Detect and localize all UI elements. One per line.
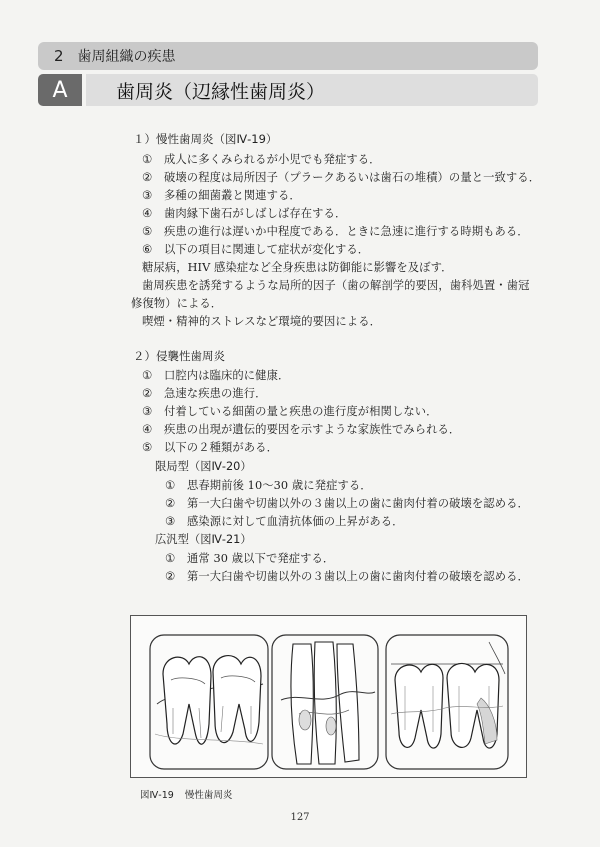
item-text: 通常 30 歳以下で発症する． (187, 552, 335, 565)
figure-box (130, 615, 527, 778)
item-text: 多種の細菌叢と関連する． (164, 189, 301, 202)
item-marker: ② (142, 171, 153, 184)
section-title-box (86, 74, 538, 106)
item-marker: ⑤ (142, 225, 153, 238)
sec2-item (142, 403, 438, 419)
item-marker: ② (165, 497, 176, 510)
sec1-item (142, 169, 540, 185)
generalized-item (165, 550, 334, 566)
sec2-item (142, 385, 267, 401)
item-text: 疾患の出現が遺伝的要因を示すような家族性でみられる． (164, 423, 461, 436)
sec1-item (142, 205, 346, 221)
item-text: 歯肉縁下歯石がしばしば存在する． (164, 207, 347, 220)
section-header (38, 74, 538, 106)
chapter-bar (38, 42, 538, 70)
item-marker: ① (142, 153, 153, 166)
item-marker: ⑤ (142, 441, 153, 454)
generalized-type-title: 広汎型（図Ⅳ-21） (155, 533, 252, 546)
item-marker: ① (165, 552, 176, 565)
item-marker: ③ (142, 405, 153, 418)
sec1-item (142, 223, 529, 239)
figure-caption-text: 慢性歯周炎 (184, 790, 233, 801)
item-marker: ④ (142, 423, 153, 436)
sec2-item (142, 439, 278, 455)
page-number: 127 (290, 812, 310, 823)
sec1-item (142, 187, 301, 203)
sec1-heading: １）慢性歯周炎（図Ⅳ-19） (133, 132, 278, 146)
sec2-item (142, 367, 289, 383)
sec2-heading: ２）侵襲性歯周炎 (133, 349, 225, 363)
item-text: 第一大臼歯や切歯以外の３歯以上の歯に歯肉付着の破壊を認める． (187, 497, 529, 510)
localized-type-title: 限局型（図Ⅳ-20） (155, 460, 252, 473)
sec1-note: 糖尿病，HIV 感染症など全身疾患は防御能に影響を及ぼす． (142, 261, 453, 274)
localized-item (165, 513, 404, 529)
item-marker: ① (165, 479, 176, 492)
item-marker: ② (142, 387, 153, 400)
generalized-item (165, 568, 529, 584)
section-letter: A (38, 74, 82, 106)
chapter-title: 歯周組織の疾患 (77, 49, 176, 65)
item-text: 破壊の程度は局所因子（プラークあるいは歯石の堆積）の量と一致する． (164, 171, 541, 184)
item-text: 思春期前後 10〜30 歳に発症する． (187, 479, 372, 492)
item-marker: ⑥ (142, 243, 153, 256)
sec1-item (142, 241, 369, 257)
incisor-illustration (271, 634, 379, 770)
item-text: 第一大臼歯や切歯以外の３歯以上の歯に歯肉付着の破壊を認める． (187, 570, 529, 583)
section-title: 歯周炎（辺縁性歯周炎） (116, 80, 326, 103)
chapter-number: 2 (54, 47, 64, 65)
molar-illustration (149, 634, 269, 770)
localized-item (165, 477, 372, 493)
sec1-note: 修復物）による． (131, 297, 223, 310)
item-marker: ② (165, 570, 176, 583)
item-marker: ③ (142, 189, 153, 202)
sec1-note: 歯周疾患を誘発するような局所的因子（歯の解剖学的要因，歯科処置・歯冠 (142, 279, 530, 292)
localized-item (165, 495, 529, 511)
item-text: 成人に多くみられるが小児でも発症する． (164, 153, 381, 166)
item-marker: ④ (142, 207, 153, 220)
item-text: 疾患の進行は遅いか中程度である．ときに急速に進行する時期もある． (164, 225, 529, 238)
item-marker: ③ (165, 515, 176, 528)
sec2-item (142, 421, 460, 437)
item-text: 以下の２種類がある． (164, 441, 278, 454)
item-marker: ① (142, 369, 153, 382)
sec1-note: 喫煙・精神的ストレスなど環境的要因による． (142, 315, 381, 328)
molar-section-illustration (385, 634, 509, 770)
sec1-item (142, 151, 381, 167)
figure-caption (140, 787, 240, 801)
item-text: 付着している細菌の量と疾患の進行度が相関しない． (164, 405, 438, 418)
item-text: 以下の項目に関連して症状が変化する． (164, 243, 370, 256)
item-text: 口腔内は臨床的に健康． (164, 369, 290, 382)
item-text: 急速な疾患の進行． (164, 387, 267, 400)
item-text: 感染源に対して血清抗体価の上昇がある． (187, 515, 404, 528)
figure-label: 図Ⅳ-19 (140, 790, 174, 801)
